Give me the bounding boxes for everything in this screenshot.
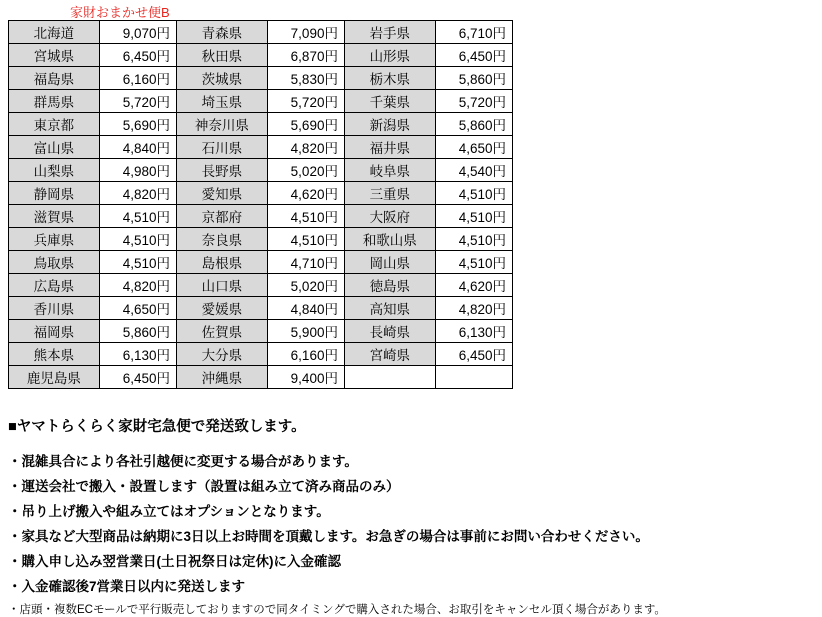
notes-heading: ■ヤマトらくらく家財宅急便で発送致します。 xyxy=(8,419,306,435)
prefecture-cell: 沖縄県 xyxy=(176,366,267,389)
empty-cell xyxy=(344,366,435,389)
prefecture-cell: 和歌山県 xyxy=(344,228,435,251)
price-cell: 4,820円 xyxy=(99,274,176,297)
price-cell: 4,510円 xyxy=(99,228,176,251)
price-cell: 4,820円 xyxy=(99,182,176,205)
price-cell: 4,840円 xyxy=(267,297,344,320)
prefecture-cell: 岐阜県 xyxy=(344,159,435,182)
note-line: ・購入申し込み翌営業日(土日祝祭日は定休)に入金確認 xyxy=(8,554,341,569)
price-cell: 5,900円 xyxy=(267,320,344,343)
price-cell: 4,820円 xyxy=(435,297,512,320)
price-cell: 4,820円 xyxy=(267,136,344,159)
prefecture-cell: 長野県 xyxy=(176,159,267,182)
price-cell: 6,130円 xyxy=(99,343,176,366)
prefecture-cell: 長崎県 xyxy=(344,320,435,343)
price-cell: 4,650円 xyxy=(435,136,512,159)
prefecture-cell: 岩手県 xyxy=(344,21,435,44)
note-line: ・吊り上げ搬入や組み立てはオプションとなります。 xyxy=(8,504,330,519)
notes-list xyxy=(8,450,814,595)
prefecture-cell: 三重県 xyxy=(344,182,435,205)
prefecture-cell: 愛媛県 xyxy=(176,297,267,320)
price-cell: 5,830円 xyxy=(267,67,344,90)
prefecture-cell: 青森県 xyxy=(176,21,267,44)
price-cell: 4,510円 xyxy=(99,205,176,228)
prefecture-cell: 新潟県 xyxy=(344,113,435,136)
notes-disclaimer: ・店頭・複数ECモールで平行販売しておりますので同タイミングで購入された場合、お取引をキャンセル頂く場合があります。 xyxy=(8,604,666,616)
empty-cell xyxy=(435,366,512,389)
price-cell: 4,510円 xyxy=(267,205,344,228)
price-cell: 4,650円 xyxy=(99,297,176,320)
price-cell: 4,510円 xyxy=(267,228,344,251)
prefecture-cell: 富山県 xyxy=(9,136,100,159)
table-row xyxy=(9,113,513,136)
prefecture-cell: 岡山県 xyxy=(344,251,435,274)
prefecture-cell: 茨城県 xyxy=(176,67,267,90)
prefecture-cell: 静岡県 xyxy=(9,182,100,205)
prefecture-cell: 大分県 xyxy=(176,343,267,366)
table-row xyxy=(9,320,513,343)
prefecture-cell: 大阪府 xyxy=(344,205,435,228)
table-row xyxy=(9,159,513,182)
price-cell: 6,160円 xyxy=(267,343,344,366)
table-row xyxy=(9,44,513,67)
price-cell: 6,450円 xyxy=(99,366,176,389)
notes-section xyxy=(8,415,814,617)
prefecture-cell: 滋賀県 xyxy=(9,205,100,228)
prefecture-cell: 宮城県 xyxy=(9,44,100,67)
price-cell: 6,710円 xyxy=(435,21,512,44)
price-cell: 6,450円 xyxy=(435,44,512,67)
prefecture-cell: 山形県 xyxy=(344,44,435,67)
note-line: ・入金確認後7営業日以内に発送します xyxy=(8,579,246,594)
prefecture-cell: 栃木県 xyxy=(344,67,435,90)
table-row xyxy=(9,67,513,90)
table-row xyxy=(9,182,513,205)
price-cell: 4,510円 xyxy=(99,251,176,274)
prefecture-cell: 山口県 xyxy=(176,274,267,297)
prefecture-cell: 熊本県 xyxy=(9,343,100,366)
prefecture-cell: 北海道 xyxy=(9,21,100,44)
prefecture-cell: 福岡県 xyxy=(9,320,100,343)
prefecture-cell: 徳島県 xyxy=(344,274,435,297)
note-line: ・混雑具合により各社引越便に変更する場合があります。 xyxy=(8,454,358,469)
prefecture-cell: 高知県 xyxy=(344,297,435,320)
table-row xyxy=(9,90,513,113)
prefecture-cell: 兵庫県 xyxy=(9,228,100,251)
table-row xyxy=(9,228,513,251)
price-cell: 4,510円 xyxy=(435,205,512,228)
price-cell: 5,720円 xyxy=(99,90,176,113)
prefecture-cell: 広島県 xyxy=(9,274,100,297)
price-cell: 6,130円 xyxy=(435,320,512,343)
price-cell: 5,720円 xyxy=(435,90,512,113)
table-row xyxy=(9,136,513,159)
price-cell: 4,620円 xyxy=(435,274,512,297)
price-cell: 4,620円 xyxy=(267,182,344,205)
note-line: ・運送会社で搬入・設置します（設置は組み立て済み商品のみ） xyxy=(8,479,400,494)
price-cell: 9,070円 xyxy=(99,21,176,44)
prefecture-cell: 福井県 xyxy=(344,136,435,159)
price-cell: 5,720円 xyxy=(267,90,344,113)
table-row xyxy=(9,251,513,274)
price-cell: 4,840円 xyxy=(99,136,176,159)
price-cell: 9,400円 xyxy=(267,366,344,389)
price-cell: 4,980円 xyxy=(99,159,176,182)
price-cell: 5,860円 xyxy=(99,320,176,343)
table-row xyxy=(9,297,513,320)
table-row xyxy=(9,205,513,228)
prefecture-cell: 島根県 xyxy=(176,251,267,274)
prefecture-cell: 山梨県 xyxy=(9,159,100,182)
table-row xyxy=(9,343,513,366)
price-cell: 5,690円 xyxy=(267,113,344,136)
table-row xyxy=(9,21,513,44)
price-cell: 4,510円 xyxy=(435,251,512,274)
price-cell: 5,690円 xyxy=(99,113,176,136)
price-cell: 5,020円 xyxy=(267,274,344,297)
table-body xyxy=(9,21,513,389)
table-row xyxy=(9,366,513,389)
price-cell: 6,160円 xyxy=(99,67,176,90)
table-row xyxy=(9,274,513,297)
prefecture-cell: 香川県 xyxy=(9,297,100,320)
prefecture-cell: 佐賀県 xyxy=(176,320,267,343)
prefecture-cell: 群馬県 xyxy=(9,90,100,113)
prefecture-cell: 京都府 xyxy=(176,205,267,228)
price-cell: 5,860円 xyxy=(435,67,512,90)
prefecture-cell: 神奈川県 xyxy=(176,113,267,136)
prefecture-cell: 千葉県 xyxy=(344,90,435,113)
price-cell: 4,710円 xyxy=(267,251,344,274)
price-cell: 5,860円 xyxy=(435,113,512,136)
prefecture-cell: 鳥取県 xyxy=(9,251,100,274)
price-cell: 4,510円 xyxy=(435,228,512,251)
prefecture-cell: 鹿児島県 xyxy=(9,366,100,389)
price-cell: 5,020円 xyxy=(267,159,344,182)
prefecture-cell: 福島県 xyxy=(9,67,100,90)
shipping-fee-table xyxy=(8,20,513,389)
prefecture-cell: 埼玉県 xyxy=(176,90,267,113)
price-cell: 7,090円 xyxy=(267,21,344,44)
prefecture-cell: 奈良県 xyxy=(176,228,267,251)
price-cell: 6,450円 xyxy=(435,343,512,366)
price-cell: 6,450円 xyxy=(99,44,176,67)
prefecture-cell: 秋田県 xyxy=(176,44,267,67)
prefecture-cell: 愛知県 xyxy=(176,182,267,205)
prefecture-cell: 石川県 xyxy=(176,136,267,159)
prefecture-cell: 宮崎県 xyxy=(344,343,435,366)
note-line: ・家具など大型商品は納期に3日以上お時間を頂戴します。お急ぎの場合は事前にお問い合わせください。 xyxy=(8,529,649,544)
price-cell: 6,870円 xyxy=(267,44,344,67)
price-cell: 4,540円 xyxy=(435,159,512,182)
price-cell: 4,510円 xyxy=(435,182,512,205)
page-title: 家財おまかせ便B xyxy=(70,5,170,20)
prefecture-cell: 東京都 xyxy=(9,113,100,136)
